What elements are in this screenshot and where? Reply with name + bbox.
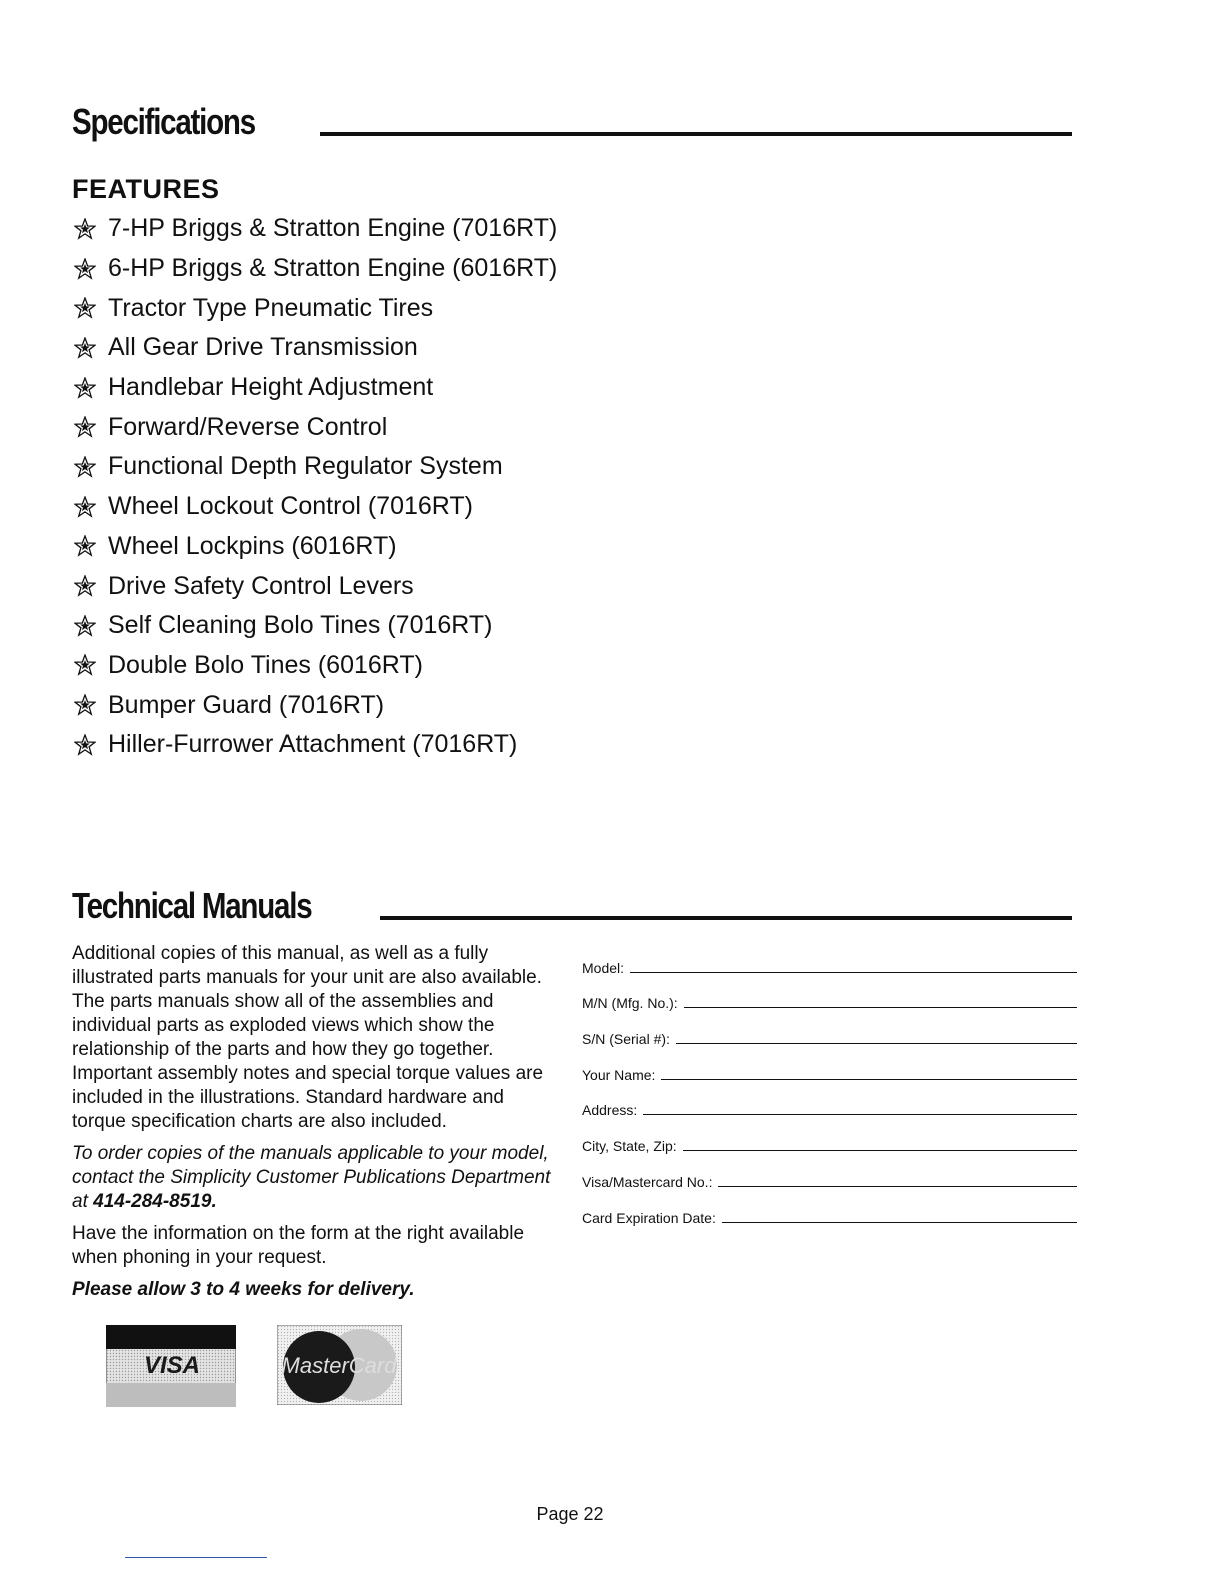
form-fill-line <box>718 1186 1077 1187</box>
star-icon <box>74 615 96 637</box>
star-icon <box>74 258 96 280</box>
form-label: Visa/Mastercard No.: <box>582 1173 713 1190</box>
form-label: Model: <box>582 959 625 976</box>
phone-number: 414-284-8519. <box>93 1191 217 1212</box>
technical-manuals-body <box>72 942 562 1310</box>
star-icon <box>74 337 96 359</box>
form-fill-line <box>630 972 1077 973</box>
feature-text: Double Bolo Tines (6016RT) <box>108 650 423 679</box>
feature-item <box>72 566 557 606</box>
star-icon <box>74 496 96 518</box>
feature-text: Self Cleaning Bolo Tines (7016RT) <box>108 611 493 640</box>
manuals-paragraph: Additional copies of this manual, as well as a fully illustrated parts manuals for your unit are also available. The parts manuals show all of the assemblies and individual parts as exploded views which show the relationship of the parts and how they go together. Important assembly notes and special torque values are included in the illustrations. Standard hardware and torque specification charts are also included. <box>72 943 544 1132</box>
form-fill-line <box>684 1007 1077 1008</box>
feature-text: 6-HP Briggs & Stratton Engine (6016RT) <box>108 254 558 283</box>
features-heading: FEATURES <box>72 174 220 204</box>
feature-item <box>72 487 557 527</box>
delivery-note: Please allow 3 to 4 weeks for delivery. <box>72 1279 415 1300</box>
specifications-title: Specifications <box>72 101 255 142</box>
star-icon <box>74 694 96 716</box>
feature-item <box>72 527 557 567</box>
form-row <box>582 1047 1077 1083</box>
form-label: M/N (Mfg. No.): <box>582 995 678 1012</box>
features-list <box>72 209 557 765</box>
form-label: Your Name: <box>582 1066 656 1083</box>
form-label: City, State, Zip: <box>582 1138 677 1155</box>
star-icon <box>74 575 96 597</box>
form-row <box>582 1190 1077 1226</box>
form-label: Address: <box>582 1102 638 1119</box>
technical-manuals-title: Technical Manuals <box>72 885 312 926</box>
specifications-header <box>72 101 1072 142</box>
visa-logo-text: VISA <box>143 1352 201 1379</box>
technical-manuals-header <box>72 885 1072 926</box>
form-row <box>582 1118 1077 1154</box>
feature-item <box>72 447 557 487</box>
feature-item <box>72 407 557 447</box>
form-fill-line <box>661 1079 1077 1080</box>
form-fill-line <box>676 1043 1077 1044</box>
star-icon <box>74 654 96 676</box>
form-label: Card Expiration Date: <box>582 1209 716 1226</box>
feature-item <box>72 606 557 646</box>
star-icon <box>74 297 96 319</box>
feature-item <box>72 249 557 289</box>
feature-item <box>72 328 557 368</box>
feature-text: Tractor Type Pneumatic Tires <box>108 293 434 322</box>
feature-item <box>72 725 557 765</box>
visa-logo <box>106 1325 236 1407</box>
feature-text: All Gear Drive Transmission <box>108 333 418 362</box>
form-row <box>582 1011 1077 1047</box>
form-fill-line <box>722 1222 1077 1223</box>
star-icon <box>74 456 96 478</box>
form-fill-line <box>643 1114 1077 1115</box>
feature-item <box>72 685 557 725</box>
star-icon <box>74 416 96 438</box>
order-text: To order copies of the manuals applicable to your model, contact the Simplicity Customer Publications Department at <box>72 1143 551 1212</box>
form-row <box>582 976 1077 1012</box>
feature-text: Forward/Reverse Control <box>108 412 388 441</box>
feature-text: Drive Safety Control Levers <box>108 571 414 600</box>
mastercard-logo <box>277 1325 402 1405</box>
star-icon <box>74 535 96 557</box>
star-icon <box>74 377 96 399</box>
bottom-rule <box>125 1557 267 1558</box>
feature-item <box>72 368 557 408</box>
specifications-rule <box>320 132 1072 136</box>
form-row <box>582 1083 1077 1119</box>
feature-text: Bumper Guard (7016RT) <box>108 690 385 719</box>
phoning-note: Have the information on the form at the right available when phoning in your request. <box>72 1223 525 1268</box>
technical-manuals-rule <box>380 916 1072 920</box>
feature-text: Handlebar Height Adjustment <box>108 373 434 402</box>
feature-text: 7-HP Briggs & Stratton Engine (7016RT) <box>108 214 558 243</box>
order-form <box>582 940 1077 1226</box>
star-icon <box>74 218 96 240</box>
feature-text: Functional Depth Regulator System <box>108 452 503 481</box>
form-fill-line <box>683 1150 1077 1151</box>
feature-item <box>72 288 557 328</box>
page-number: Page 22 <box>536 1504 604 1524</box>
form-label: S/N (Serial #): <box>582 1031 670 1048</box>
feature-text: Wheel Lockout Control (7016RT) <box>108 492 473 521</box>
feature-text: Wheel Lockpins (6016RT) <box>108 531 397 560</box>
feature-item <box>72 646 557 686</box>
feature-item <box>72 209 557 249</box>
feature-text: Hiller-Furrower Attachment (7016RT) <box>108 730 518 759</box>
order-instructions <box>72 1142 562 1214</box>
form-row <box>582 1154 1077 1190</box>
mastercard-logo-text: MasterCard <box>281 1353 397 1378</box>
star-icon <box>74 734 96 756</box>
form-row <box>582 940 1077 976</box>
